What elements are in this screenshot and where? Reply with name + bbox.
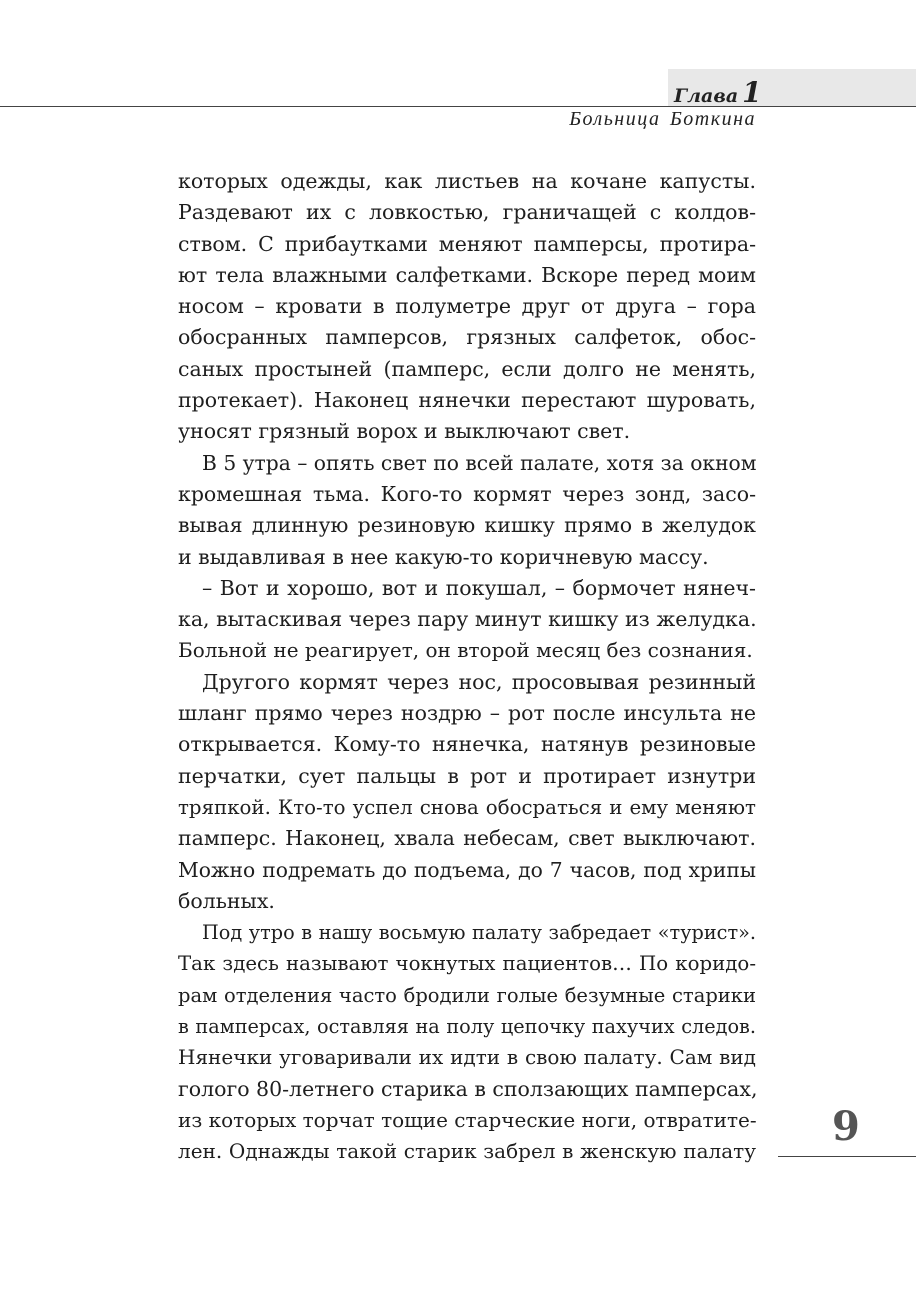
text-line: рам отделения часто бродили голые безумные старики <box>178 983 756 1007</box>
header-rule <box>0 106 916 107</box>
text-line: ством. С прибаутками меняют памперсы, протира- <box>178 231 756 256</box>
text-line: которых одежды, как листьев на кочане капусты. <box>178 169 756 193</box>
chapter-word: Глава <box>674 85 739 107</box>
body-text <box>178 166 756 1168</box>
chapter-number: 1 <box>742 76 762 109</box>
text-line: больных. <box>178 888 275 913</box>
text-line: Можно подремать до подъема, до 7 часов, под хрипы <box>178 857 756 882</box>
text-line: и выдавливая в нее какую-то коричневую массу. <box>178 544 709 569</box>
footer-rule <box>778 1156 916 1157</box>
page-number: 9 <box>832 1103 860 1150</box>
text-line: кромешная тьма. Кого-то кормят через зонд, засо- <box>178 481 756 506</box>
text-line: протекает). Наконец нянечки перестают шуровать, <box>178 388 756 413</box>
text-line: саных простыней (памперс, если долго не менять, <box>178 356 756 381</box>
text-line: лен. Однажды такой старик забрел в женскую палату <box>178 1139 756 1164</box>
text-line: тряпкой. Кто-то успел снова обосраться и ему меняют <box>178 795 756 819</box>
text-line: Нянечки уговаривали их идти в свою палату. Сам вид <box>178 1045 756 1070</box>
text-line: Под утро в нашу восьмую палату забредает «турист». <box>202 921 756 945</box>
text-line: открывается. Кому-то нянечка, натянув резиновые <box>178 732 756 757</box>
text-line: вывая длинную резиновую кишку прямо в желудок <box>178 513 756 538</box>
text-line: голого 80-летнего старика в сползающих памперсах, <box>178 1076 758 1101</box>
text-line: Больной не реагирует, он второй месяц без сознания. <box>178 638 753 663</box>
text-line: В 5 утра – опять свет по всей палате, хотя за окном <box>202 450 757 475</box>
text-line: обосранных памперсов, грязных салфеток, обос- <box>178 325 756 350</box>
text-line: в памперсах, оставляя на полу цепочку пахучих следов. <box>178 1015 756 1039</box>
text-line: Раздевают их с ловкостью, граничащей с колдов- <box>178 200 756 225</box>
text-line: ка, вытаскивая через пару минут кишку из желудка. <box>178 607 757 632</box>
text-line: шланг прямо через ноздрю – рот после инсульта не <box>178 701 756 726</box>
text-line: Так здесь называют чокнутых пациентов… По коридо- <box>178 952 756 976</box>
text-line: Другого кормят через нос, просовывая резинный <box>202 669 756 694</box>
text-line: – Вот и хорошо, вот и покушал, – бормочет нянеч- <box>202 575 756 600</box>
chapter-subtitle: Больница Боткина <box>569 108 756 130</box>
text-line: из которых торчат тощие старческие ноги, отвратите- <box>178 1107 757 1132</box>
text-line: носом – кровати в полуметре друг от друга – гора <box>178 294 756 319</box>
chapter-label <box>674 76 762 109</box>
text-line: перчатки, сует пальцы в рот и протирает изнутри <box>178 763 756 788</box>
text-line: уносят грязный ворох и выключают свет. <box>178 419 631 444</box>
text-line: памперс. Наконец, хвала небесам, свет выключают. <box>178 826 756 851</box>
text-line: ют тела влажными салфетками. Вскоре перед моим <box>178 262 756 287</box>
